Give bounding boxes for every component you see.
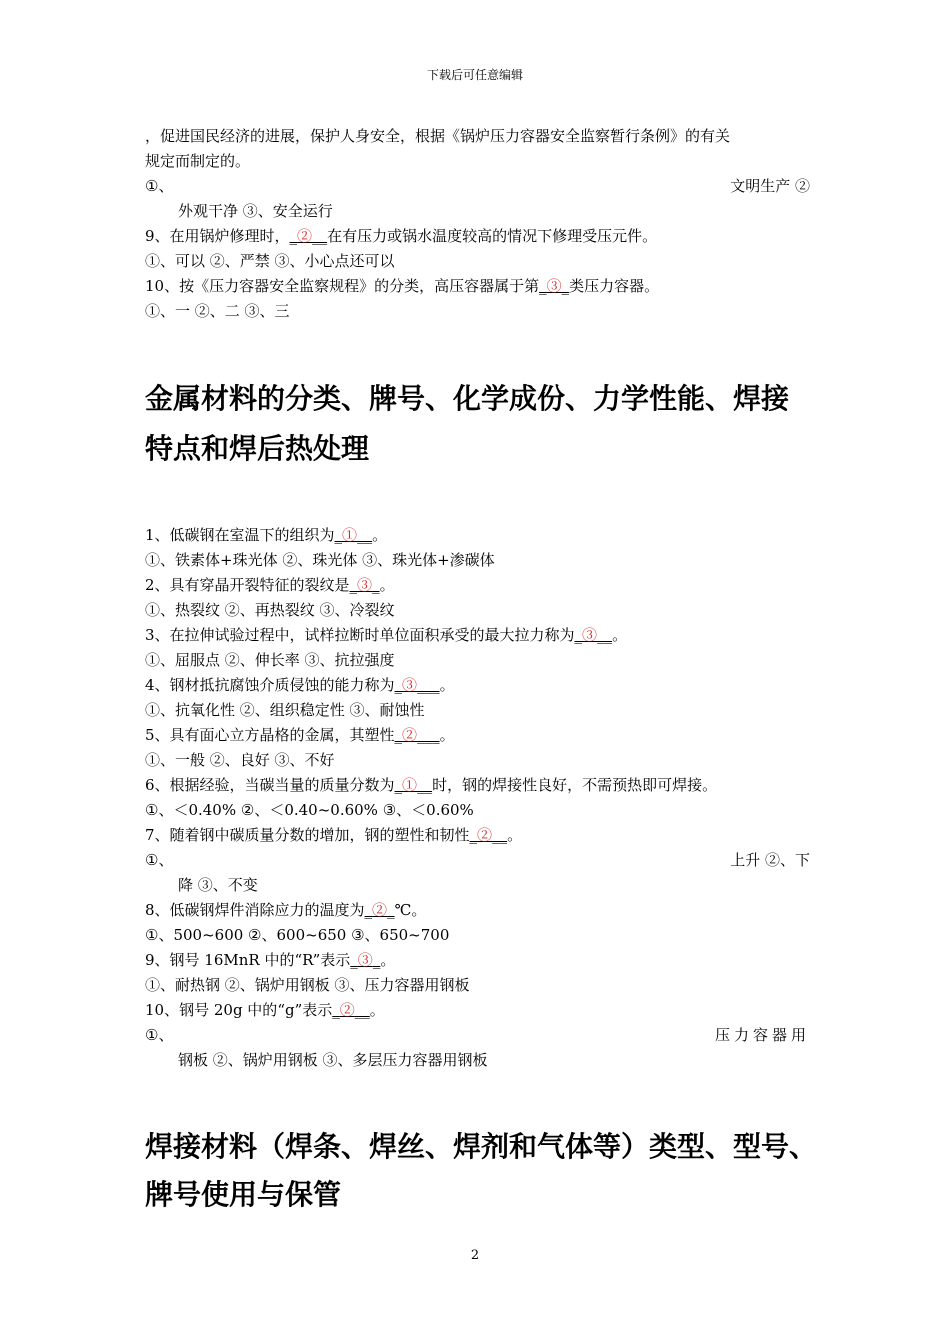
question-line: 2、具有穿晶开裂特征的裂纹是_③_。 — [145, 576, 395, 594]
question-line: 7、随着钢中碳质量分数的增加，钢的塑性和韧性_②__。 — [145, 826, 523, 844]
page-number: 2 — [470, 1248, 480, 1263]
answer-mark: ② — [372, 901, 388, 919]
question-line: 8、低碳钢焊件消除应力的温度为_②_℃。 — [145, 901, 427, 919]
option-label: ①、 — [145, 177, 174, 195]
options-line: ①、＜0.40% ②、＜0.40~0.60% ③、＜0.60% — [145, 801, 474, 819]
options-line: ①、 压力容器用 — [145, 1026, 810, 1044]
options-line: ①、铁素体+珠光体 ②、珠光体 ③、珠光体+渗碳体 — [145, 551, 495, 569]
section-heading: 金属材料的分类、牌号、化学成份、力学性能、焊接 — [145, 382, 790, 415]
question-line: 10、按《压力容器安全监察规程》的分类，高压容器属于第_③_类压力容器。 — [145, 277, 660, 295]
options-line: ①、热裂纹 ②、再热裂纹 ③、冷裂纹 — [145, 601, 395, 619]
options-line: 钢板 ②、锅炉用钢板 ③、多层压力容器用钢板 — [178, 1051, 488, 1069]
question-text: 9、在用锅炉修理时， — [145, 227, 290, 245]
question-line: 4、钢材抵抗腐蚀介质侵蚀的能力称为_③___。 — [145, 676, 455, 694]
question-line: 5、具有面心立方晶格的金属，其塑性_②___。 — [145, 726, 455, 744]
options-line: ①、屈服点 ②、伸长率 ③、抗拉强度 — [145, 651, 395, 669]
section-heading: 牌号使用与保管 — [145, 1178, 342, 1211]
section-heading: 特点和焊后热处理 — [145, 432, 370, 465]
answer-mark: ② — [339, 1001, 355, 1019]
options-line: ①、耐热钢 ②、锅炉用钢板 ③、压力容器用钢板 — [145, 976, 470, 994]
answer-mark: ③ — [546, 277, 562, 295]
question-text: 类压力容器。 — [569, 277, 660, 295]
answer-mark: ③ — [357, 951, 373, 969]
question-text: 在有压力或锅水温度较高的情况下修理受压元件。 — [327, 227, 658, 245]
answer-mark: ② — [402, 726, 418, 744]
question-text: 10、按《压力容器安全监察规程》的分类，高压容器属于第 — [145, 277, 540, 295]
answer-mark: ① — [402, 776, 418, 794]
answer-mark: ③ — [357, 576, 373, 594]
intro-line: 规定而制定的。 — [145, 152, 251, 170]
options-line: ①、一般 ②、良好 ③、不好 — [145, 751, 335, 769]
question-line: 3、在拉伸试验过程中，试样拉断时单位面积承受的最大拉力称为_③__。 — [145, 626, 628, 644]
answer-mark: ③ — [582, 626, 598, 644]
question-line: 9、在用锅炉修理时，_②__在有压力或锅水温度较高的情况下修理受压元件。 — [145, 227, 658, 245]
intro-line: ，促进国民经济的进展，保护人身安全，根据《锅炉压力容器安全监察暂行条例》的有关 — [145, 127, 731, 145]
section-heading: 焊接材料（焊条、焊丝、焊剂和气体等）类型、型号、 — [145, 1130, 818, 1163]
options-line — [145, 176, 810, 196]
options-line: ①、500~600 ②、600~650 ③、650~700 — [145, 926, 450, 944]
options-line: ①、一 ②、二 ③、三 — [145, 302, 290, 320]
options-line: ①、 上升 ②、下 — [145, 851, 810, 869]
options-line: 外观干净 ③、安全运行 — [178, 202, 333, 220]
options-line: ①、可以 ②、严禁 ③、小心点还可以 — [145, 252, 395, 270]
question-line: 6、根据经验，当碳当量的质量分数为_①__时，钢的焊接性良好，不需预热即可焊接。 — [145, 776, 718, 794]
option-label: 文明生产 ② — [730, 177, 810, 195]
answer-mark: ② — [297, 227, 313, 245]
question-line: 1、低碳钢在室温下的组织为_①__。 — [145, 526, 388, 544]
options-line: ①、抗氧化性 ②、组织稳定性 ③、耐蚀性 — [145, 701, 425, 719]
page-header: 下载后可任意编辑 — [426, 68, 523, 82]
answer-mark: ③ — [402, 676, 418, 694]
answer-mark: ① — [342, 526, 358, 544]
options-line: 降 ③、不变 — [178, 876, 258, 894]
answer-mark: ② — [477, 826, 493, 844]
question-line: 9、钢号 16MnR 中的“R”表示_③_。 — [145, 951, 396, 969]
question-line: 10、钢号 20g 中的“g”表示_②__。 — [145, 1001, 385, 1019]
